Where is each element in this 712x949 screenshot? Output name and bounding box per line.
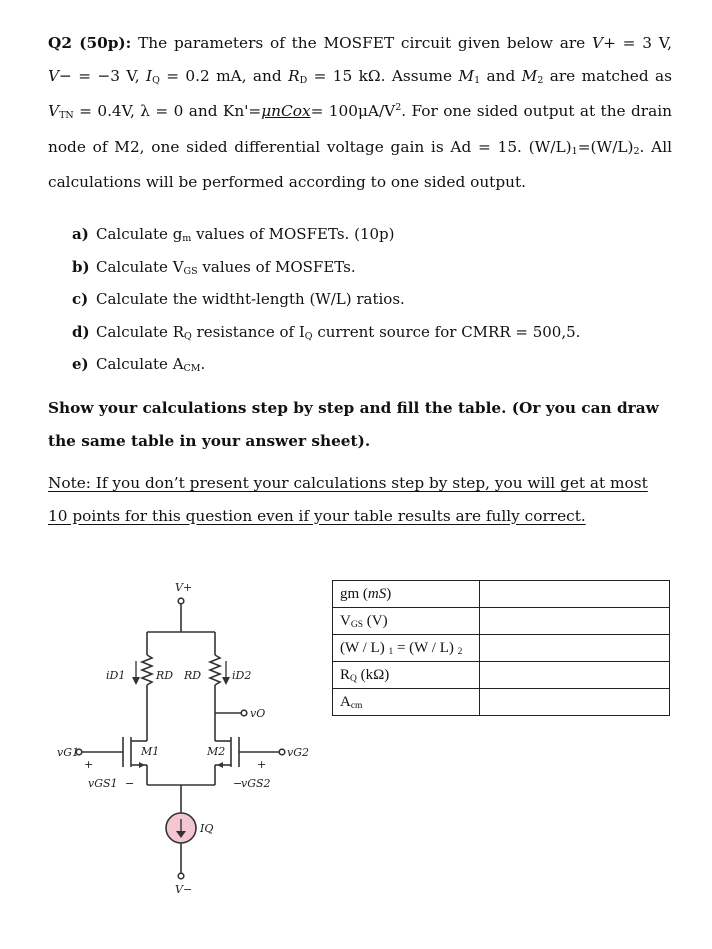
question-text: Q2 (50p): The parameters of the MOSFET circuit given below are V+ = 3 V, V− = −3 V, IQ = 0.2 mA, and RD = 15 kΩ. Assume M1 and M2 are matched as VTN = 0.4V, λ = 0 and Kn'=μnCox= $100\mu A/V^2$. For one sided output at the drain node of M2, one sided differential voltage gain is Ad = 15. (W/L)1=(W/L)2. All calculations will be performed according to one sided output. bbox=[48, 34, 672, 191]
vg2-label: vG2 bbox=[287, 746, 309, 759]
table-row bbox=[333, 689, 670, 716]
row-label-rq: RQ (kΩ) bbox=[333, 662, 480, 689]
value-cell-gm[interactable] bbox=[480, 581, 670, 608]
vo-terminal bbox=[241, 710, 247, 716]
vgs1-label: vGS1 bbox=[88, 777, 118, 790]
table-row bbox=[333, 581, 670, 608]
table-row bbox=[333, 635, 670, 662]
vo-label: vO bbox=[250, 707, 266, 720]
iq-label: IQ bbox=[200, 822, 214, 835]
row-label-vgs: VGS (V) bbox=[333, 608, 480, 635]
resistor-rd-left bbox=[142, 655, 152, 685]
row-label-wl: (W / L) 1 = (W / L) 2 bbox=[333, 635, 480, 662]
vplus-label: V+ bbox=[175, 581, 193, 594]
task-item: d) Calculate RQ resistance of IQ current source for CMRR = 500,5. bbox=[72, 322, 581, 342]
value-cell-rq[interactable] bbox=[480, 662, 670, 689]
m1-label: M1 bbox=[141, 745, 160, 758]
vg1-label: vG1 bbox=[57, 746, 79, 759]
vg2-terminal bbox=[279, 749, 285, 755]
rd-right-label: RD bbox=[184, 669, 202, 682]
id2-label: iD2 bbox=[232, 669, 252, 682]
task-list bbox=[72, 218, 580, 381]
value-cell-acm[interactable] bbox=[480, 689, 670, 716]
vminus-label: V− bbox=[175, 883, 193, 895]
value-cell-wl[interactable] bbox=[480, 635, 670, 662]
task-item: e) Calculate ACM. bbox=[72, 355, 206, 374]
circuit-diagram bbox=[55, 565, 325, 895]
instruction-text: Show your calculations step by step and fill the table. (Or you can draw the same table in your answer sheet). bbox=[48, 399, 659, 450]
task-item: b) Calculate VGS values of MOSFETs. bbox=[72, 257, 356, 277]
resistor-rd-right bbox=[210, 655, 220, 685]
results-table bbox=[332, 580, 670, 716]
row-label-gm: gm (mS) bbox=[333, 581, 480, 608]
task-item: a) Calculate gm values of MOSFETs. (10p) bbox=[72, 225, 395, 244]
vgs2-plus: + bbox=[257, 758, 267, 771]
vgs2-label: vGS2 bbox=[241, 777, 271, 790]
m2-label: M2 bbox=[207, 745, 226, 758]
vgs1-plus: + bbox=[84, 758, 94, 771]
table-row bbox=[333, 662, 670, 689]
table-row bbox=[333, 608, 670, 635]
vminus-terminal bbox=[178, 873, 184, 879]
id1-label: iD1 bbox=[106, 669, 126, 682]
task-item: c) Calculate the widtht-length (W/L) ratios. bbox=[72, 290, 405, 308]
row-label-acm: Acm bbox=[333, 689, 480, 716]
value-cell-vgs[interactable] bbox=[480, 608, 670, 635]
vgs2-minus: − bbox=[233, 777, 243, 790]
note-text: Note: If you don’t present your calculations step by step, you will get at most 10 points for this question even if your table results are fully correct. bbox=[48, 474, 648, 525]
vgs1-minus: − bbox=[125, 777, 135, 790]
rd-left-label: RD bbox=[156, 669, 174, 682]
question-label: Q2 (50p): bbox=[48, 34, 132, 52]
vplus-terminal bbox=[178, 598, 184, 604]
